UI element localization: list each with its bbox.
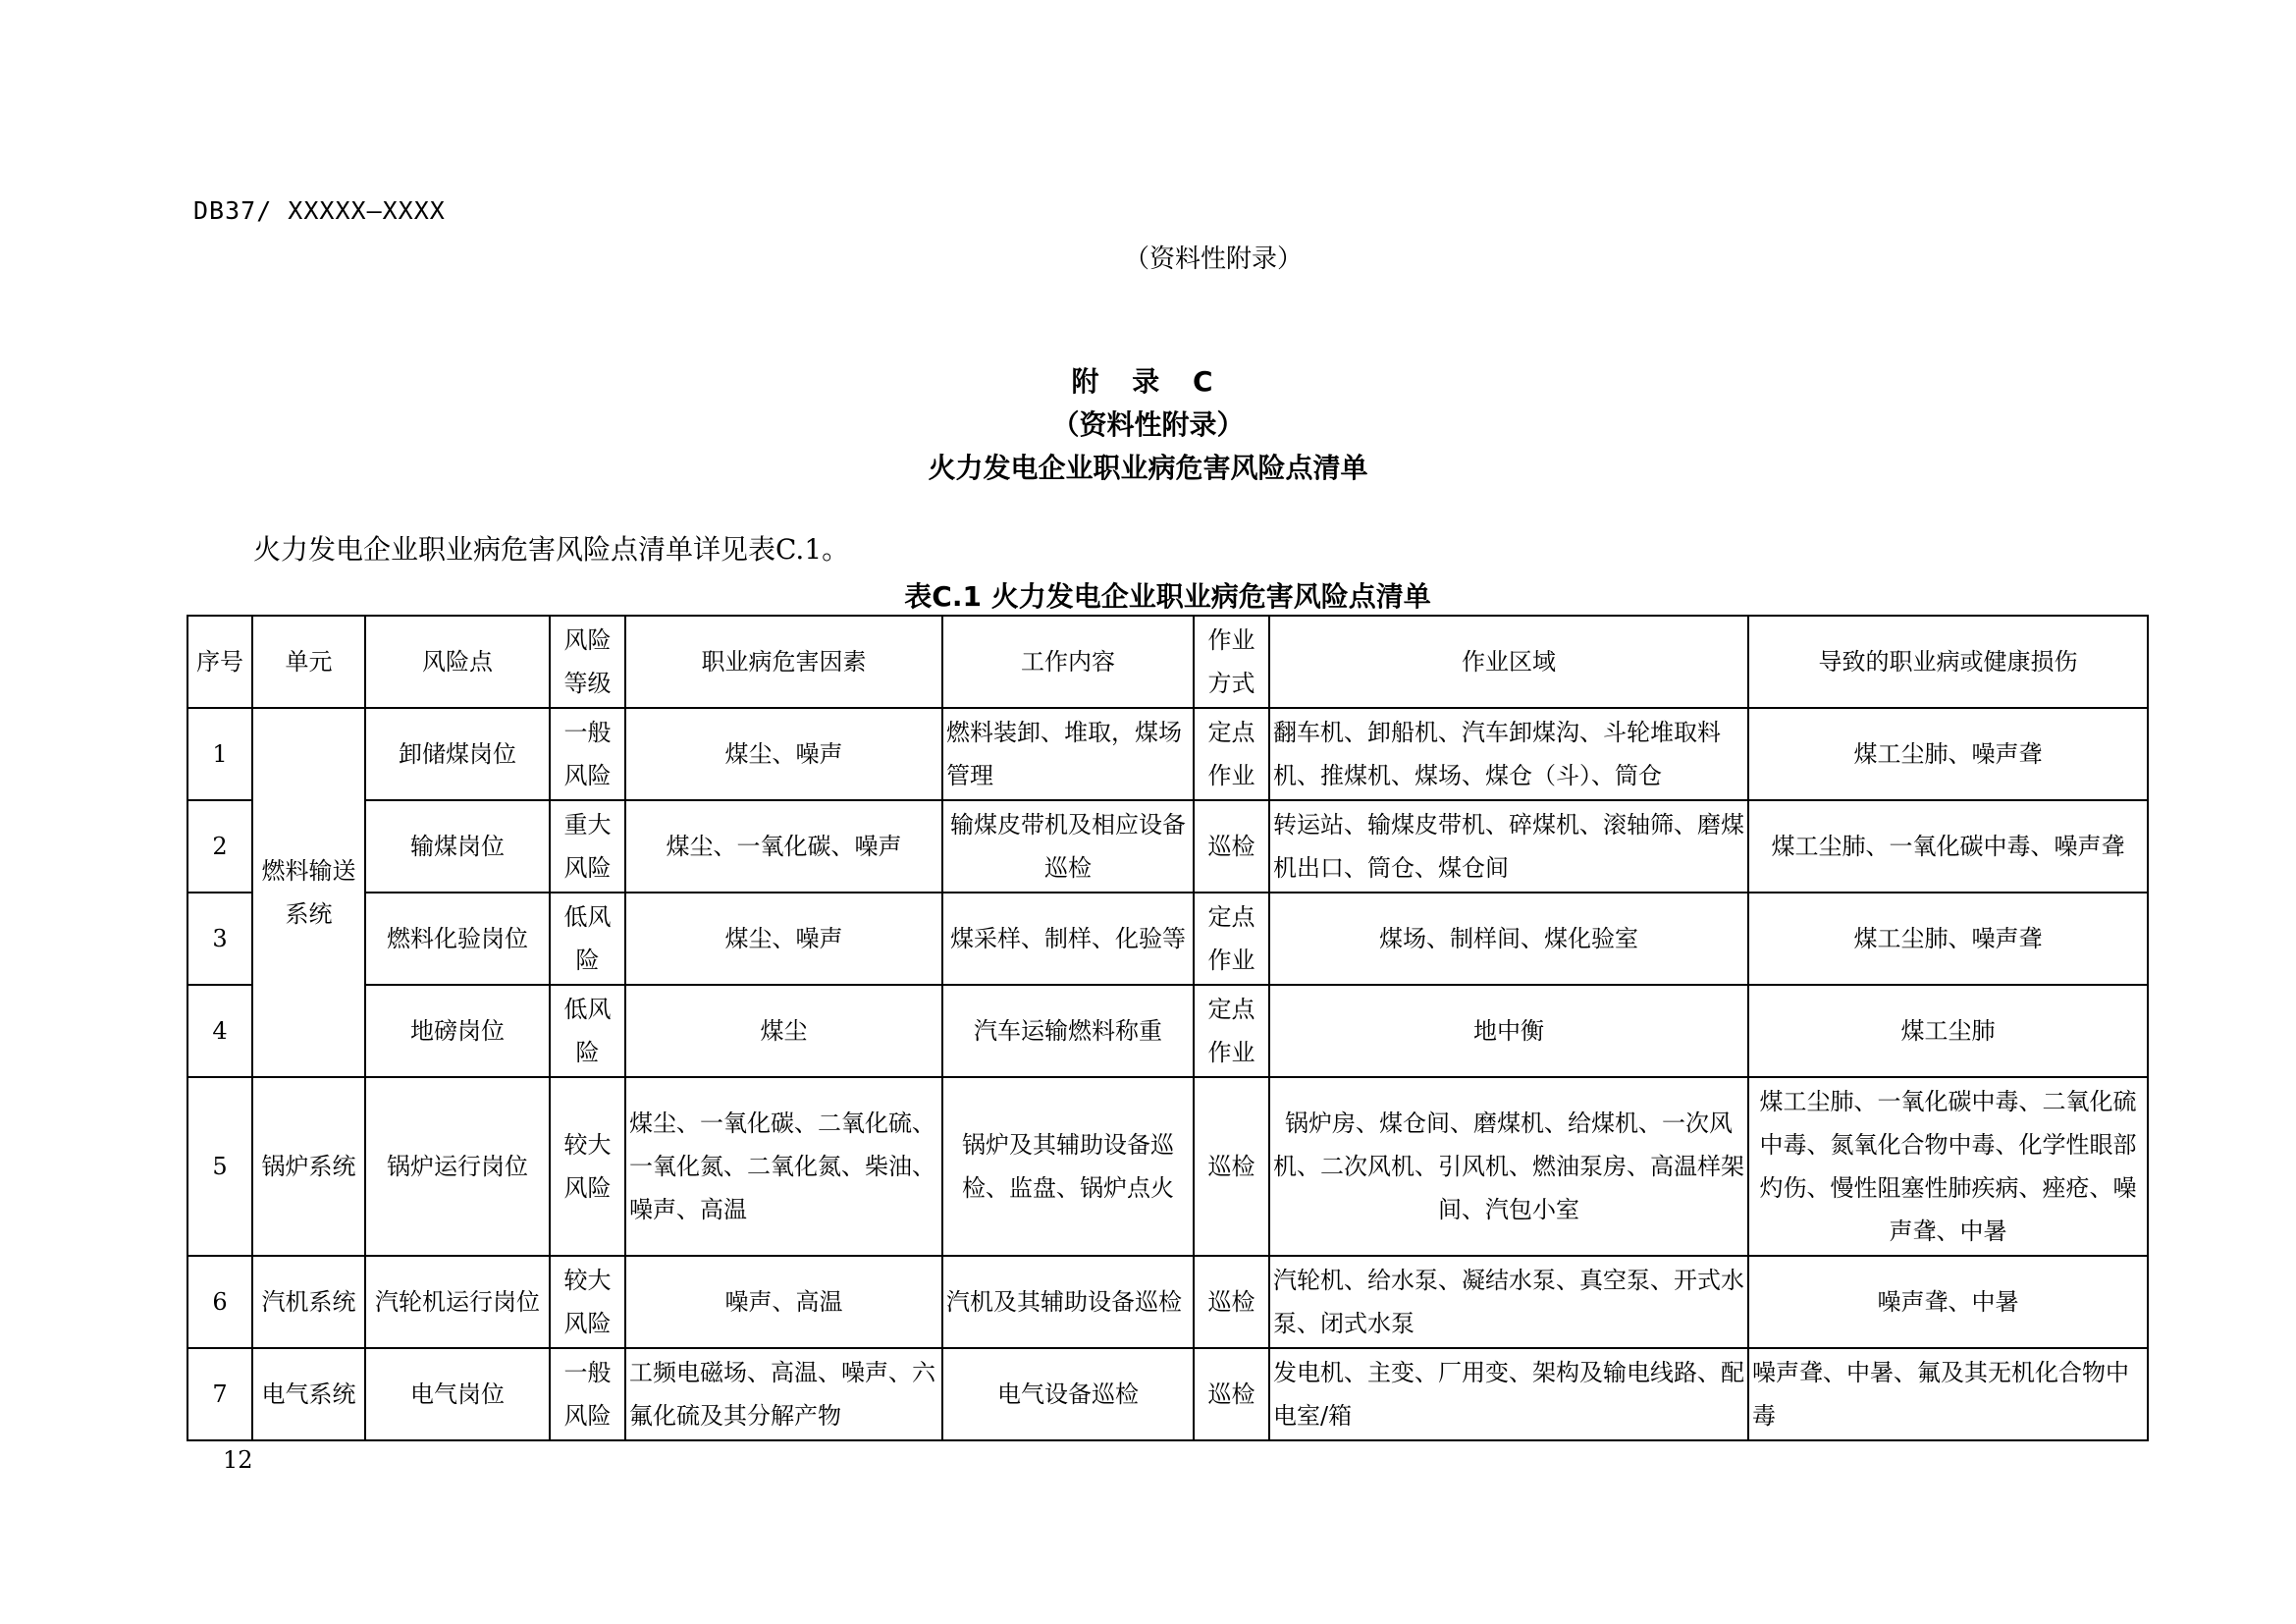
cell-risk-point: 汽轮机运行岗位 xyxy=(365,1256,550,1348)
intro-paragraph: 火力发电企业职业病危害风险点清单详见表C.1。 xyxy=(253,533,850,566)
cell-risk-point: 输煤岗位 xyxy=(365,800,550,893)
header-note: （资料性附录） xyxy=(1124,244,1304,274)
cell-disease: 煤工尘肺、噪声聋 xyxy=(1748,893,2148,985)
cell-no: 4 xyxy=(187,985,252,1077)
table-row xyxy=(187,893,2148,985)
cell-work: 汽机及其辅助设备巡检 xyxy=(942,1256,1194,1348)
cell-hazard: 噪声、高温 xyxy=(625,1256,942,1348)
cell-area: 煤场、制样间、煤化验室 xyxy=(1269,893,1748,985)
cell-unit: 电气系统 xyxy=(252,1348,365,1440)
cell-hazard: 煤尘、一氧化碳、噪声 xyxy=(625,800,942,893)
cell-unit: 锅炉系统 xyxy=(252,1077,365,1256)
cell-mode: 巡检 xyxy=(1194,1077,1269,1256)
table-row xyxy=(187,1256,2148,1348)
table-row xyxy=(187,985,2148,1077)
cell-work: 煤采样、制样、化验等 xyxy=(942,893,1194,985)
cell-hazard: 工频电磁场、高温、噪声、六氟化硫及其分解产物 xyxy=(625,1348,942,1440)
appendix-type: （资料性附录） xyxy=(1051,408,1245,441)
cell-hazard: 煤尘、噪声 xyxy=(625,708,942,800)
cell-work: 输煤皮带机及相应设备巡检 xyxy=(942,800,1194,893)
header-work: 工作内容 xyxy=(942,616,1194,708)
cell-area: 锅炉房、煤仓间、磨煤机、给煤机、一次风机、二次风机、引风机、燃油泵房、高温样架间、汽包小室 xyxy=(1269,1077,1748,1256)
cell-hazard: 煤尘、噪声 xyxy=(625,893,942,985)
cell-hazard: 煤尘 xyxy=(625,985,942,1077)
appendix-name: 火力发电企业职业病危害风险点清单 xyxy=(928,452,1368,484)
cell-no: 7 xyxy=(187,1348,252,1440)
cell-no: 6 xyxy=(187,1256,252,1348)
cell-risk-level: 较大风险 xyxy=(550,1256,625,1348)
cell-work: 电气设备巡检 xyxy=(942,1348,1194,1440)
cell-unit: 燃料输送系统 xyxy=(252,708,365,1077)
cell-disease: 噪声聋、中暑 xyxy=(1748,1256,2148,1348)
cell-mode: 巡检 xyxy=(1194,800,1269,893)
cell-risk-point: 锅炉运行岗位 xyxy=(365,1077,550,1256)
cell-risk-level: 低风险 xyxy=(550,893,625,985)
appendix-title: 附 录 C xyxy=(1071,365,1225,398)
cell-disease: 煤工尘肺、噪声聋 xyxy=(1748,708,2148,800)
cell-risk-point: 卸储煤岗位 xyxy=(365,708,550,800)
header-risk-point: 风险点 xyxy=(365,616,550,708)
cell-hazard: 煤尘、一氧化碳、二氧化硫、一氧化氮、二氧化氮、柴油、噪声、高温 xyxy=(625,1077,942,1256)
cell-work: 锅炉及其辅助设备巡检、监盘、锅炉点火 xyxy=(942,1077,1194,1256)
cell-no: 3 xyxy=(187,893,252,985)
risk-table xyxy=(187,615,2149,1441)
page-number: 12 xyxy=(223,1446,253,1474)
header-mode: 作业方式 xyxy=(1194,616,1269,708)
cell-work: 汽车运输燃料称重 xyxy=(942,985,1194,1077)
cell-no: 5 xyxy=(187,1077,252,1256)
cell-no: 2 xyxy=(187,800,252,893)
header-no: 序号 xyxy=(187,616,252,708)
cell-disease: 噪声聋、中暑、氟及其无机化合物中毒 xyxy=(1748,1348,2148,1440)
cell-disease: 煤工尘肺、一氧化碳中毒、二氧化硫中毒、氮氧化合物中毒、化学性眼部灼伤、慢性阻塞性肺疾病、痤疮、噪声聋、中暑 xyxy=(1748,1077,2148,1256)
header-disease: 导致的职业病或健康损伤 xyxy=(1748,616,2148,708)
cell-risk-point: 地磅岗位 xyxy=(365,985,550,1077)
cell-work: 燃料装卸、堆取，煤场管理 xyxy=(942,708,1194,800)
cell-area: 汽轮机、给水泵、凝结水泵、真空泵、开式水泵、闭式水泵 xyxy=(1269,1256,1748,1348)
table-row xyxy=(187,1077,2148,1256)
cell-mode: 定点作业 xyxy=(1194,985,1269,1077)
cell-area: 转运站、输煤皮带机、碎煤机、滚轴筛、磨煤机出口、筒仓、煤仓间 xyxy=(1269,800,1748,893)
table-header-row xyxy=(187,616,2148,708)
header-risk-level: 风险等级 xyxy=(550,616,625,708)
cell-area: 发电机、主变、厂用变、架构及输电线路、配电室/箱 xyxy=(1269,1348,1748,1440)
cell-risk-level: 重大风险 xyxy=(550,800,625,893)
cell-risk-level: 较大风险 xyxy=(550,1077,625,1256)
cell-unit: 汽机系统 xyxy=(252,1256,365,1348)
table-row xyxy=(187,1348,2148,1440)
header-hazard: 职业病危害因素 xyxy=(625,616,942,708)
cell-area: 地中衡 xyxy=(1269,985,1748,1077)
cell-risk-level: 一般风险 xyxy=(550,708,625,800)
cell-risk-level: 一般风险 xyxy=(550,1348,625,1440)
cell-mode: 定点作业 xyxy=(1194,708,1269,800)
cell-no: 1 xyxy=(187,708,252,800)
table-row xyxy=(187,800,2148,893)
document-code: DB37/ XXXXX—XXXX xyxy=(193,196,446,225)
cell-disease: 煤工尘肺 xyxy=(1748,985,2148,1077)
cell-mode: 巡检 xyxy=(1194,1348,1269,1440)
cell-disease: 煤工尘肺、一氧化碳中毒、噪声聋 xyxy=(1748,800,2148,893)
table-row xyxy=(187,708,2148,800)
cell-risk-point: 燃料化验岗位 xyxy=(365,893,550,985)
table-caption: 表C.1 火力发电企业职业病危害风险点清单 xyxy=(904,580,1431,613)
cell-mode: 巡检 xyxy=(1194,1256,1269,1348)
header-unit: 单元 xyxy=(252,616,365,708)
cell-mode: 定点作业 xyxy=(1194,893,1269,985)
cell-area: 翻车机、卸船机、汽车卸煤沟、斗轮堆取料机、推煤机、煤场、煤仓（斗）、筒仓 xyxy=(1269,708,1748,800)
cell-risk-level: 低风险 xyxy=(550,985,625,1077)
header-area: 作业区域 xyxy=(1269,616,1748,708)
cell-risk-point: 电气岗位 xyxy=(365,1348,550,1440)
